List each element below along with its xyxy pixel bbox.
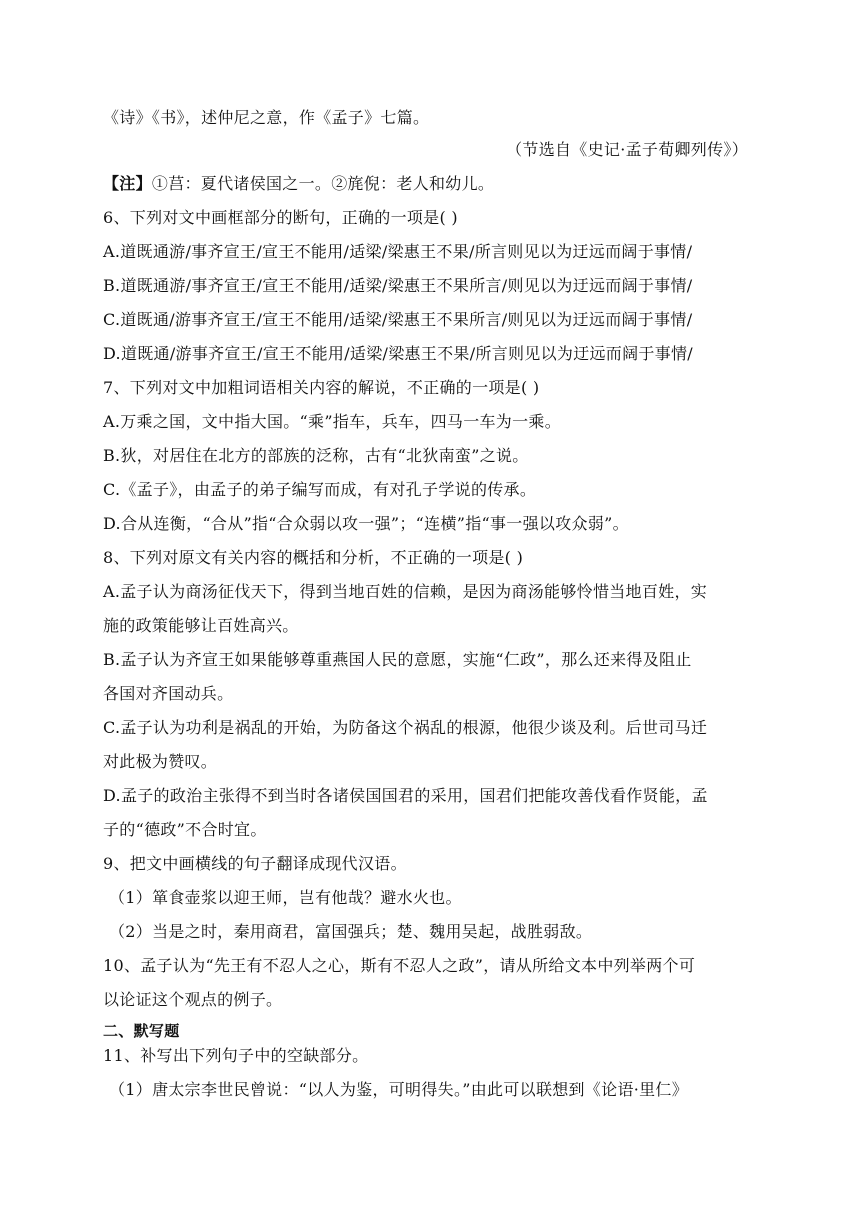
q6-option-a: A.道既通游/事齐宣王/宣王不能用/适梁/梁惠王不果/所言则见以为迂远而阔于事情/ — [103, 242, 693, 261]
q6-option-c: C.道既通/游事齐宣王/宣王不能用/适梁/梁惠王不果所言/则见以为迂远而阔于事情/ — [103, 310, 693, 329]
question-8: 8、下列对原文有关内容的概括和分析，不正确的一项是( ) — [103, 548, 524, 567]
q7-option-b: B.狄，对居住在北方的部族的泛称，古有“北狄南蛮”之说。 — [103, 446, 529, 465]
q9-item-1: （1）箪食壶浆以迎王师，岂有他哉？避水火也。 — [109, 888, 462, 907]
note-text: ①莒：夏代诸侯国之一。②旄倪：老人和幼儿。 — [151, 174, 495, 193]
question-6: 6、下列对文中画框部分的断句，正确的一项是( ) — [103, 208, 458, 227]
q7-option-c: C.《孟子》，由孟子的弟子编写而成，有对孔子学说的传承。 — [103, 480, 537, 499]
q8-option-a-line1: A.孟子认为商汤征伐天下，得到当地百姓的信赖，是因为商汤能够怜惜当地百姓，实 — [103, 582, 708, 601]
q8-option-c-line1: C.孟子认为功利是祸乱的开始，为防备这个祸乱的根源，他很少谈及利。后世司马迁 — [103, 718, 708, 737]
q6-option-d: D.道既通/游事齐宣王/宣王不能用/适梁/梁惠王不果/所言则见以为迂远而阔于事情/ — [103, 344, 693, 363]
annotation-note — [103, 174, 494, 194]
passage-line: 《诗》《书》，述仲尼之意，作《孟子》七篇。 — [103, 108, 430, 127]
q8-option-d-line1: D.孟子的政治主张得不到当时各诸侯国国君的采用，国君们把能攻善伐看作贤能，孟 — [103, 786, 708, 805]
q9-item-2: （2）当是之时，秦用商君，富国强兵；楚、魏用吴起，战胜弱敌。 — [109, 922, 593, 941]
note-label: 【注】 — [103, 174, 152, 193]
q6-option-b: B.道既通游/事齐宣王/宣王不能用/适梁/梁惠王不果所言/则见以为迂远而阔于事情/ — [103, 276, 693, 295]
q8-option-b-line1: B.孟子认为齐宣王如果能够尊重燕国人民的意愿，实施“仁政”，那么还来得及阻止 — [103, 650, 692, 669]
question-9: 9、把文中画横线的句子翻译成现代汉语。 — [103, 854, 407, 873]
passage-source: （节选自《史记·孟子荀卿列传》） — [506, 140, 748, 159]
q8-option-d-line2: 子的“德政”不合时宜。 — [103, 820, 267, 839]
q11-item-1: （1）唐太宗李世民曾说：“以人为鉴，可明得失。”由此可以联想到《论语·里仁》 — [109, 1080, 689, 1099]
section-heading: 二、默写题 — [103, 1022, 180, 1040]
question-11: 11、补写出下列句子中的空缺部分。 — [103, 1046, 369, 1065]
q8-option-b-line2: 各国对齐国动兵。 — [103, 684, 234, 703]
q7-option-a: A.万乘之国，文中指大国。“乘”指车，兵车，四马一车为一乘。 — [103, 412, 562, 431]
q8-option-c-line2: 对此极为赞叹。 — [103, 752, 218, 771]
question-7: 7、下列对文中加粗词语相关内容的解说，不正确的一项是( ) — [103, 378, 540, 397]
question-10-line2: 以论证这个观点的例子。 — [103, 990, 283, 1009]
q7-option-d: D.合从连衡，“合从”指“合众弱以攻一强”；“连横”指“事一强以攻众弱”。 — [103, 514, 629, 533]
q8-option-a-line2: 施的政策能够让百姓高兴。 — [103, 616, 299, 635]
question-10-line1: 10、孟子认为“先王有不忍人之心，斯有不忍人之政”，请从所给文本中列举两个可 — [103, 956, 696, 975]
